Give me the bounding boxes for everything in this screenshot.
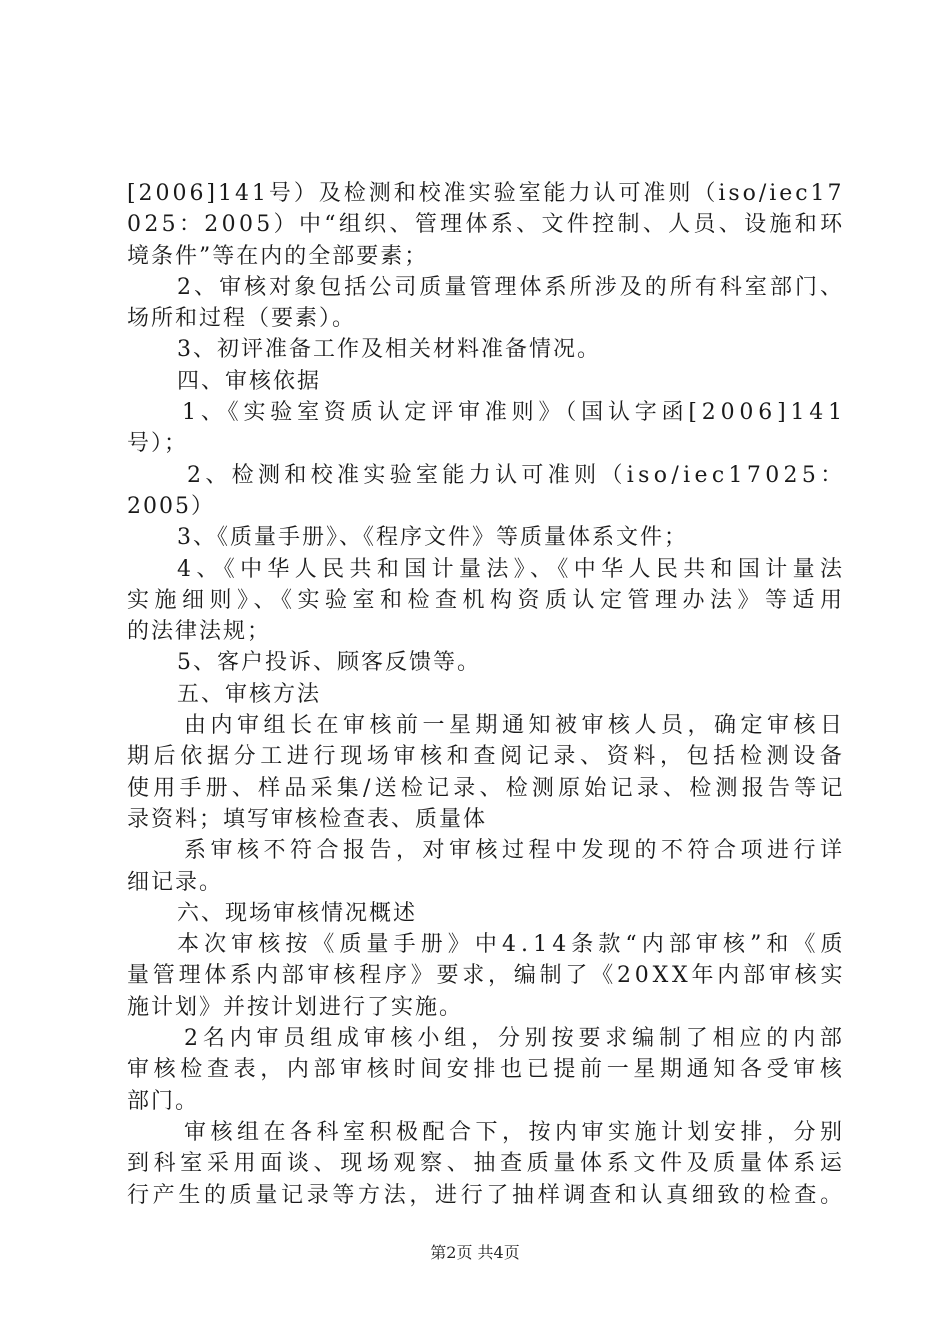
text-line: 实施细则》、《实验室和检查机构资质认定管理办法》等适用 bbox=[127, 587, 848, 613]
text-line: 2005） bbox=[127, 493, 215, 519]
text-line: 细记录。 bbox=[127, 869, 224, 895]
text-line: 期后依据分工进行现场审核和查阅记录、资料，包括检测设备 bbox=[127, 744, 847, 770]
body-text bbox=[127, 178, 848, 1211]
text-line: 4、《中华人民共和国计量法》、《中华人民共和国计量法 bbox=[177, 556, 848, 582]
text-line: 2名内审员组成审核小组，分别按要求编制了相应的内部 bbox=[184, 1026, 847, 1052]
text-line: 量管理体系内部审核程序》要求，编制了《20XX年内部审核实 bbox=[127, 963, 847, 989]
text-line: 2、审核对象包括公司质量管理体系所涉及的所有科室部门、 bbox=[177, 274, 846, 300]
text-line: 系审核不符合报告，对审核过程中发现的不符合项进行详 bbox=[184, 838, 847, 864]
text-line: 由内审组长在审核前一星期通知被审核人员，确定审核日 bbox=[184, 713, 847, 739]
text-line: 六、现场审核情况概述 bbox=[177, 900, 418, 926]
text-line: 使用手册、样品采集/送检记录、检测原始记录、检测报告等记 bbox=[127, 775, 847, 801]
text-line: 025：2005）中“组织、管理体系、文件控制、人员、设施和环 bbox=[127, 212, 846, 238]
text-line: 本次审核按《质量手册》中4.14条款“内部审核”和《质 bbox=[177, 932, 848, 958]
text-line: 施计划》并按计划进行了实施。 bbox=[127, 994, 464, 1020]
text-line: 1、《实验室资质认定评审准则》（国认字函[2006]141 bbox=[182, 400, 847, 426]
text-line: 的法律法规； bbox=[127, 619, 272, 645]
text-line: 审核检查表，内部审核时间安排也已提前一星期通知各受审核 bbox=[127, 1057, 847, 1083]
text-line: [2006]141号）及检测和校准实验室能力认可准则（iso/iec17 bbox=[127, 181, 845, 206]
text-line: 录资料；填写审核检查表、质量体 bbox=[127, 806, 488, 832]
text-line: 3、《质量手册》、《程序文件》等质量体系文件； bbox=[177, 525, 688, 551]
text-line: 号）； bbox=[127, 431, 189, 457]
page-footer: 第2页 共4页 bbox=[430, 1243, 520, 1262]
text-line: 场所和过程（要素）。 bbox=[127, 306, 357, 332]
text-line: 五、审核方法 bbox=[177, 681, 322, 707]
text-line: 行产生的质量记录等方法，进行了抽样调查和认真细致的检查。 bbox=[127, 1182, 846, 1208]
text-line: 到科室采用面谈、现场观察、抽查质量体系文件及质量体系运 bbox=[127, 1151, 847, 1177]
text-line: 四、审核依据 bbox=[177, 368, 322, 394]
text-line: 3、初评准备工作及相关材料准备情况。 bbox=[177, 337, 601, 363]
text-line: 部门。 bbox=[127, 1088, 200, 1114]
text-line: 5、客户投诉、顾客反馈等。 bbox=[177, 650, 481, 676]
text-line: 2、检测和校准实验室能力认可准则（iso/iec17025： bbox=[187, 462, 847, 488]
text-line: 境条件”等在内的全部要素； bbox=[127, 243, 429, 269]
text-line: 审核组在各科室积极配合下，按内审实施计划安排，分别 bbox=[184, 1119, 847, 1145]
